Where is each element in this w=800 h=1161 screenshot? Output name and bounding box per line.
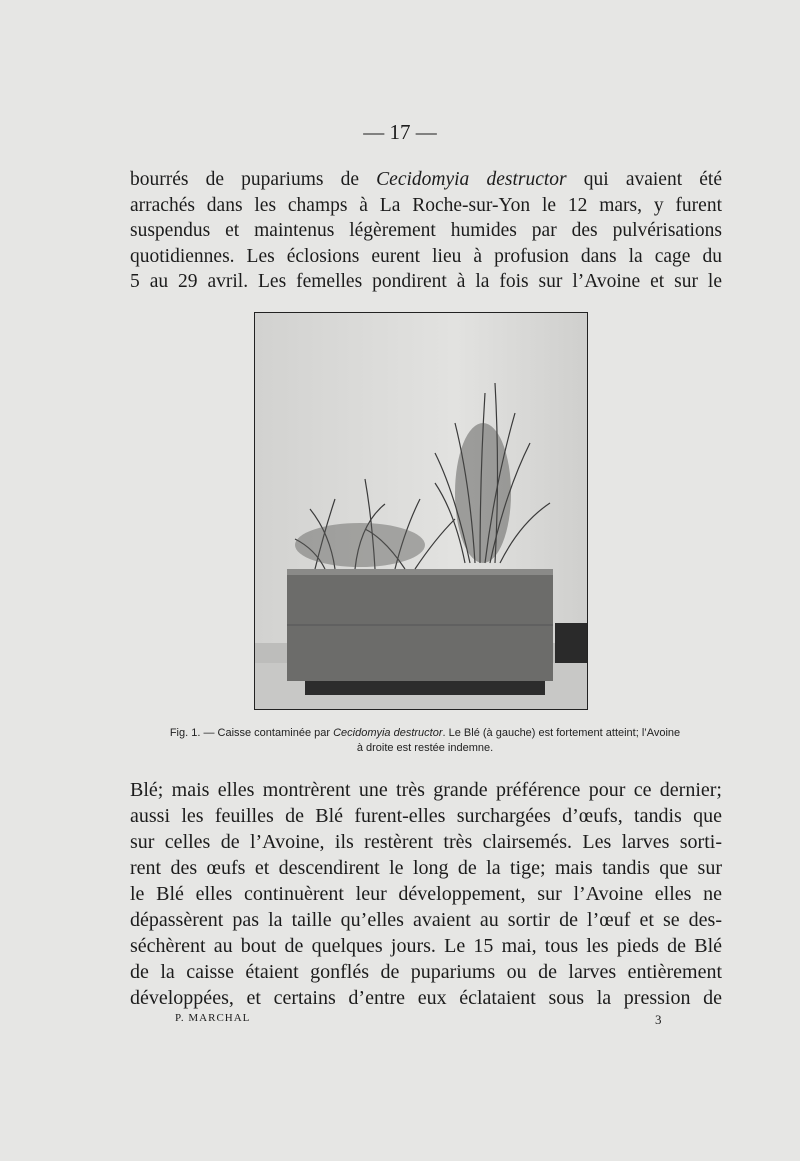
text-line: développées, et certains d’entre eux éclataient sous la pression de: [130, 987, 722, 1009]
text-line: séchèrent au bout de quelques jours. Le 15 mai, tous les pieds de Blé: [130, 935, 722, 957]
paragraph-bottom: [130, 777, 722, 1011]
text-line: rent des œufs et descendirent le long de la tige; mais tandis que sur: [130, 857, 722, 879]
text-line: de la caisse étaient gonflés de pupariums ou de larves entièrement: [130, 961, 722, 983]
text-line: dépassèrent pas la taille qu’elles avaient au sortir de l’œuf et se des-: [130, 909, 722, 931]
text-line: arrachés dans les champs à La Roche-sur-Yon le 12 mars, y furent: [130, 194, 722, 216]
footer-signature-mark: 3: [655, 1012, 663, 1027]
text-line: Blé; mais elles montrèrent une très grande préférence pour ce dernier;: [130, 779, 722, 801]
text: qui avaient été: [566, 169, 722, 190]
text-line: le Blé elles continuèrent leur développement, sur l’Avoine elles ne: [130, 883, 722, 905]
text-line: sur celles de l’Avoine, ils restèrent très clairsemés. Les larves sorti-: [130, 831, 722, 853]
caption-line: à droite est restée indemne.: [356, 742, 494, 754]
text-line: suspendus et maintenus légèrement humides par des pulvérisations: [130, 220, 722, 241]
text-line: aussi les feuilles de Blé furent-elles surchargées d’œufs, tandis que: [130, 805, 722, 827]
text-line: quotidiennes. Les éclosions eurent lieu à profusion dans la cage du: [130, 245, 722, 267]
paragraph-top: [130, 167, 722, 295]
text-line: 5 au 29 avril. Les femelles pondirent à la fois sur l’Avoine et sur le: [130, 271, 722, 292]
figure-photo: [254, 312, 588, 710]
species-name: Cecidomyia destructor: [376, 169, 567, 190]
caption-line: [125, 726, 725, 741]
species-name: Cecidomyia destructor: [333, 727, 443, 739]
text-line: [130, 167, 722, 193]
text: bourrés de pupariums de: [130, 169, 377, 190]
crate-with-grass-image: [255, 313, 588, 710]
text: . Le Blé (à gauche) est fortement atteint; l’Avoine: [442, 727, 681, 739]
footer-author: P. MARCHAL: [175, 1012, 251, 1024]
page-number: — 17 —: [363, 120, 437, 144]
figure-caption: [125, 726, 725, 756]
text: Fig. 1. — Caisse contaminée par: [169, 727, 334, 739]
